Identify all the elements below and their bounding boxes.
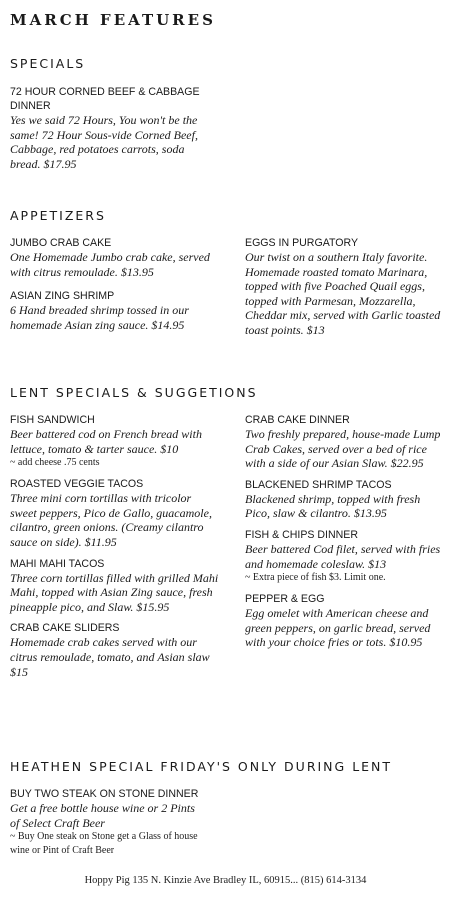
item-name: FISH SANDWICH [10,414,95,426]
item-description: Three corn tortillas filled with grilled Mahi Mahi, topped with Asian Zing sauce, fresh pineapple pico, and Slaw. $15.95 [10,570,219,614]
menu-item-mahi-mahi-tacos [10,557,220,615]
item-description: Blackened shrimp, topped with fresh Pico, slaw & cilantro. $13.95 [245,491,421,521]
section-heading-heathen: HEATHEN SPECIAL FRIDAY'S ONLY DURING LENT [10,759,393,774]
menu-item-roasted-veggie-tacos [10,477,220,549]
menu-item-fish-sandwich [10,413,220,470]
item-description: Egg omelet with American cheese and green peppers, on garlic bread, served with your choice fries or tots. $10.95 [245,606,431,650]
item-name: BUY TWO STEAK ON STONE DINNER [10,788,199,800]
item-name: PEPPER & EGG [245,593,325,606]
lent-right-column [245,413,445,650]
lent-left-column [10,413,220,679]
menu-item-blackened-shrimp-tacos [245,478,445,521]
item-name: EGGS IN PURGATORY [245,237,359,249]
page-title: MARCH FEATURES [10,11,216,29]
item-name: CRAB CAKE SLIDERS [10,622,120,635]
menu-item-steak-on-stone [10,787,205,858]
item-name: 72 HOUR CORNED BEEF & CABBAGE DINNER [10,86,200,112]
heathen-column [10,787,205,858]
section-heading-lent: LENT SPECIALS & SUGGETIONS [10,385,258,400]
appetizers-right-column [245,236,445,338]
footer-address: Hoppy Pig 135 N. Kinzie Ave Bradley IL, 60915... (815) 614-3134 [84,875,367,886]
menu-item-corned-beef [10,85,210,171]
item-name: MAHI MAHI TACOS [10,557,105,570]
menu-item-jumbo-crab-cake [10,236,220,279]
item-name: FISH & CHIPS DINNER [245,528,359,541]
menu-item-crab-cake-sliders [10,621,220,679]
item-description: Homemade crab cakes served with our citrus remoulade, tomato, and Asian slaw $15 [10,635,210,679]
item-note: ~ Extra piece of fish $3. Limit one. [245,572,386,584]
menu-item-asian-zing-shrimp [10,289,220,332]
item-note: ~ add cheese .75 cents [10,457,100,469]
menu-item-pepper-and-egg [245,592,445,650]
item-description: Get a free bottle house wine or 2 Pints of Select Craft Beer [10,801,195,830]
item-name: ROASTED VEGGIE TACOS [10,478,144,491]
specials-column [10,85,210,171]
item-name: CRAB CAKE DINNER [245,414,350,426]
menu-item-eggs-in-purgatory [245,236,445,338]
section-heading-specials: SPECIALS [10,56,86,71]
item-description: 6 Hand breaded shrimp tossed in our homemade Asian zing sauce. $14.95 [10,303,189,332]
item-description: Beer battered Cod filet, served with fries and homemade coleslaw. $13 [245,541,441,571]
item-name: BLACKENED SHRIMP TACOS [245,478,392,491]
item-description: One Homemade Jumbo crab cake, served with citrus remoulade. $13.95 [10,250,210,279]
appetizers-left-column [10,236,220,332]
section-heading-appetizers: APPETIZERS [10,208,106,223]
menu-item-crab-cake-dinner [245,413,445,471]
item-description: Beer battered cod on French bread with lettuce, tomato & tarter sauce. $10 [10,427,202,456]
item-name: JUMBO CRAB CAKE [10,237,112,249]
item-note: ~ Buy One steak on Stone get a Glass of house wine or Pint of Craft Beer [10,831,198,857]
menu-item-fish-and-chips [245,528,445,585]
item-description: Three mini corn tortillas with tricolor sweet peppers, Pico de Gallo, guacamole, cilantro, green onions. (Creamy cilantro sauce on side). $11.95 [10,491,212,549]
item-description: Two freshly prepared, house-made Lump Crab Cakes, served over a bed of rice with a side of our Asian Slaw. $22.95 [245,427,441,471]
item-name: ASIAN ZING SHRIMP [10,290,115,303]
item-description: Yes we said 72 Hours, You won't be the same! 72 Hour Sous-vide Corned Beef, Cabbage, red potatoes carrots, soda bread. $17.95 [10,113,198,171]
item-description: Our twist on a southern Italy favorite. Homemade roasted tomato Marinara, topped with five Poached Quail eggs, topped with Parmesan, Mozzarella, Cheddar mix, served with Garlic toasted toast points. $13 [245,250,441,337]
